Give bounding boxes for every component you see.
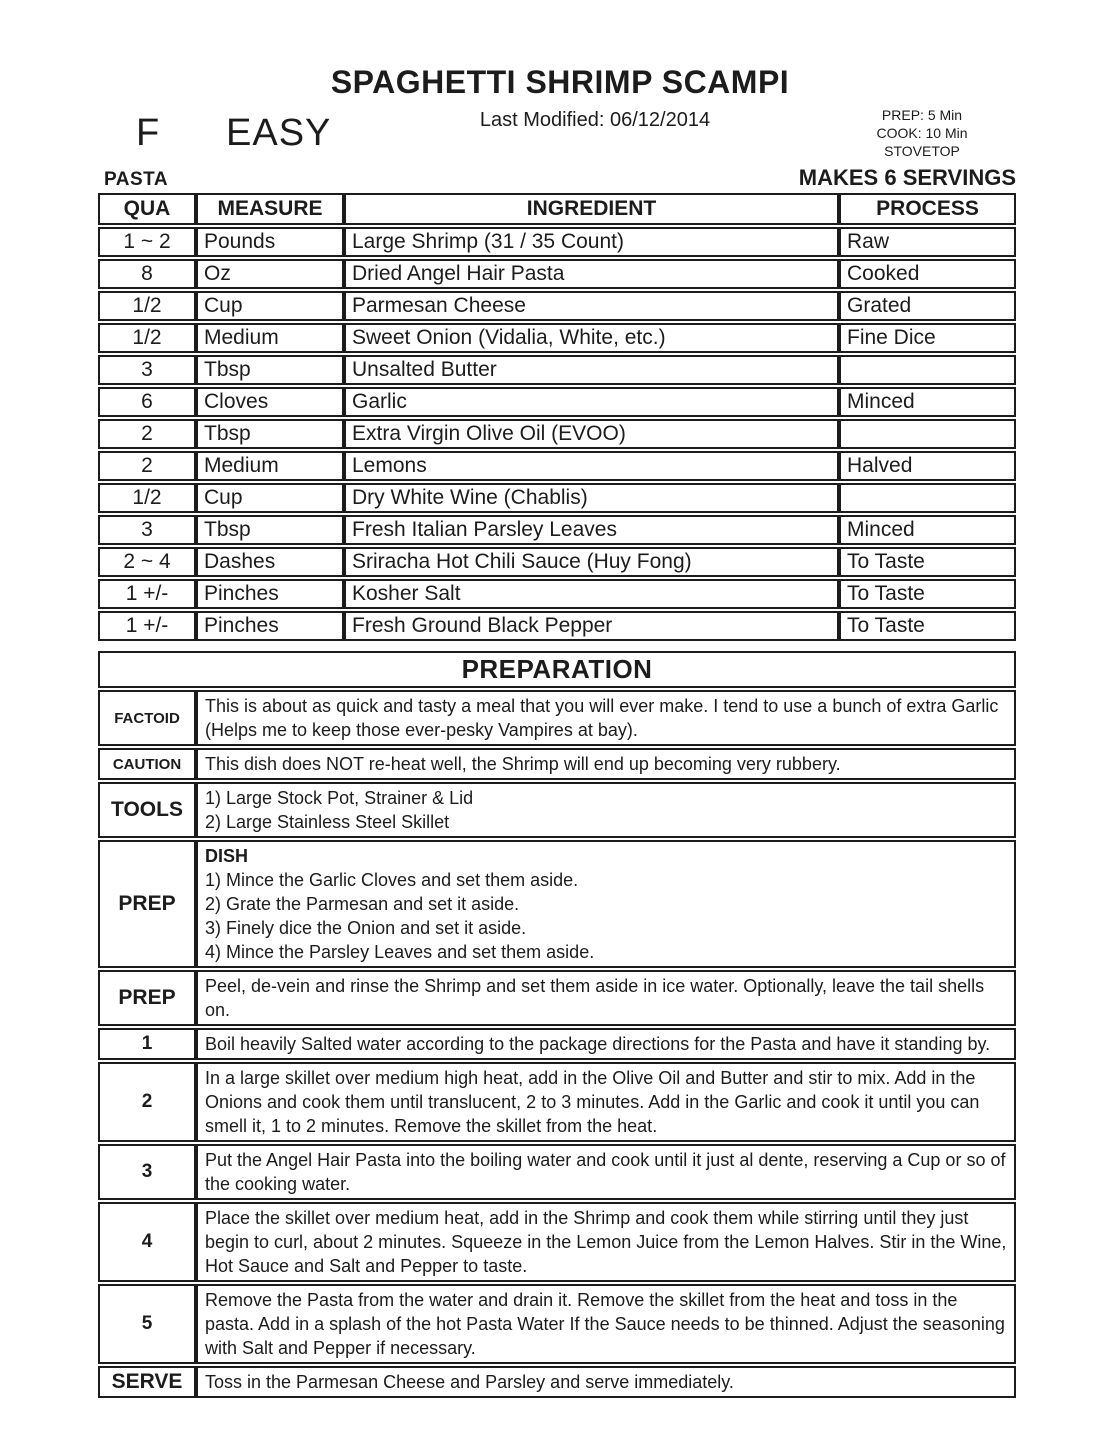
quantity-cell: 1 +/- (98, 611, 196, 641)
step-line: 1) Mince the Garlic Cloves and set them aside. (205, 870, 579, 890)
process-cell: Grated (839, 291, 1016, 321)
ingredient-row (98, 547, 1016, 577)
preparation-row (98, 1366, 1016, 1398)
measure-cell: Pinches (196, 611, 344, 641)
preparation-row (98, 1284, 1016, 1364)
category-label: PASTA (104, 169, 169, 190)
step-label: 2 (98, 1062, 196, 1142)
measure-cell: Tbsp (196, 355, 344, 385)
servings-label: MAKES 6 SERVINGS (798, 165, 1016, 190)
ingredient-row (98, 355, 1016, 385)
step-content (196, 1284, 1016, 1364)
ingredient-cell: Dry White Wine (Chablis) (344, 483, 839, 513)
preparation-row (98, 690, 1016, 746)
preparation-table (98, 649, 1016, 1400)
quantity-cell: 8 (98, 259, 196, 289)
ingredient-cell: Garlic (344, 387, 839, 417)
ingredient-cell: Sweet Onion (Vidalia, White, etc.) (344, 323, 839, 353)
ingredient-row (98, 483, 1016, 513)
measure-cell: Medium (196, 323, 344, 353)
measure-cell: Pinches (196, 579, 344, 609)
process-cell (839, 355, 1016, 385)
measure-cell: Cup (196, 291, 344, 321)
step-content (196, 1028, 1016, 1060)
ingredient-row (98, 611, 1016, 641)
step-content (196, 1062, 1016, 1142)
step-heading: DISH (205, 846, 249, 866)
step-label: SERVE (98, 1366, 196, 1398)
ingredient-cell: Unsalted Butter (344, 355, 839, 385)
column-header: MEASURE (196, 193, 344, 225)
step-label: PREP (98, 840, 196, 968)
quantity-cell: 2 (98, 419, 196, 449)
step-content (196, 1202, 1016, 1282)
step-label: 4 (98, 1202, 196, 1282)
preparation-row (98, 1062, 1016, 1142)
preparation-row (98, 840, 1016, 968)
quantity-cell: 6 (98, 387, 196, 417)
measure-cell: Cup (196, 483, 344, 513)
ingredient-cell: Kosher Salt (344, 579, 839, 609)
step-label: CAUTION (98, 748, 196, 780)
preparation-row (98, 970, 1016, 1026)
step-label: 3 (98, 1144, 196, 1200)
preparation-header-row (98, 651, 1016, 688)
step-paragraph: Peel, de-vein and rinse the Shrimp and set them aside in ice water. Optionally, leave the tail shells on. (205, 976, 985, 1020)
step-paragraph: Boil heavily Salted water according to the package directions for the Pasta and have it standing by. (205, 1034, 991, 1054)
quantity-cell: 1/2 (98, 291, 196, 321)
step-content (196, 840, 1016, 968)
step-line: 2) Grate the Parmesan and set it aside. (205, 894, 520, 914)
preparation-title: PREPARATION (98, 651, 1016, 688)
ingredients-table (98, 191, 1016, 643)
ingredients-header-row (98, 193, 1016, 225)
ingredient-cell: Fresh Ground Black Pepper (344, 611, 839, 641)
step-content (196, 748, 1016, 780)
column-header: PROCESS (839, 193, 1016, 225)
step-line: 4) Mince the Parsley Leaves and set them aside. (205, 942, 595, 962)
process-cell: Cooked (839, 259, 1016, 289)
cook-method-text: STOVETOP (884, 143, 960, 159)
ingredient-cell: Extra Virgin Olive Oil (EVOO) (344, 419, 839, 449)
ingredient-row (98, 419, 1016, 449)
step-paragraph: In a large skillet over medium high heat, add in the Olive Oil and Butter and stir to mix. Add in the Onions and cook them until translucent, 2 to 3 minutes. Add in the Garlic and cook it until you can smell it, 1 to 2 minutes. Remove the skillet from the heat. (205, 1068, 980, 1136)
step-line: 1) Large Stock Pot, Strainer & Lid (205, 788, 474, 808)
ingredient-row (98, 515, 1016, 545)
step-content (196, 1144, 1016, 1200)
prep-time-text: PREP: 5 Min (881, 107, 963, 123)
ingredient-cell: Large Shrimp (31 / 35 Count) (344, 227, 839, 257)
last-modified-text: Last Modified: 06/12/2014 (479, 109, 711, 131)
preparation-row (98, 748, 1016, 780)
preparation-row (98, 1202, 1016, 1282)
ingredient-cell: Lemons (344, 451, 839, 481)
ingredient-row (98, 291, 1016, 321)
step-label: TOOLS (98, 782, 196, 838)
quantity-cell: 3 (98, 515, 196, 545)
ingredient-row (98, 259, 1016, 289)
step-paragraph: Place the skillet over medium heat, add in the Shrimp and cook them while stirring until they just begin to curl, about 2 minutes. Squeeze in the Lemon Juice from the Lemon Halves. Stir in the Wine, Hot Sauce and Salt and Pepper to taste. (205, 1208, 1007, 1276)
preparation-row (98, 782, 1016, 838)
step-content (196, 690, 1016, 746)
quantity-cell: 2 (98, 451, 196, 481)
ingredient-cell: Sriracha Hot Chili Sauce (Huy Fong) (344, 547, 839, 577)
step-content (196, 1366, 1016, 1398)
quantity-cell: 2 ~ 4 (98, 547, 196, 577)
column-header: QUA (98, 193, 196, 225)
ingredient-row (98, 323, 1016, 353)
process-cell: Fine Dice (839, 323, 1016, 353)
process-cell (839, 483, 1016, 513)
process-cell: Minced (839, 387, 1016, 417)
measure-cell: Tbsp (196, 419, 344, 449)
ingredient-cell: Parmesan Cheese (344, 291, 839, 321)
step-paragraph: Remove the Pasta from the water and drain it. Remove the skillet from the heat and toss in the pasta. Add in a splash of the hot Pasta Water If the Sauce needs to be thinned. Adjust the seasoning with Salt and Pepper if necessary. (205, 1290, 1005, 1358)
process-cell (839, 419, 1016, 449)
measure-cell: Medium (196, 451, 344, 481)
step-paragraph: Toss in the Parmesan Cheese and Parsley and serve immediately. (205, 1372, 734, 1392)
measure-cell: Tbsp (196, 515, 344, 545)
quantity-cell: 1/2 (98, 323, 196, 353)
preparation-row (98, 1144, 1016, 1200)
time-info-block (837, 106, 1007, 160)
difficulty-label: EASY (226, 112, 332, 154)
grade-letter: F (136, 112, 160, 154)
process-cell: Minced (839, 515, 1016, 545)
ingredient-row (98, 579, 1016, 609)
quantity-cell: 1 ~ 2 (98, 227, 196, 257)
step-line: 2) Large Stainless Steel Skillet (205, 812, 450, 832)
process-cell: To Taste (839, 611, 1016, 641)
step-line: 3) Finely dice the Onion and set it aside. (205, 918, 527, 938)
preparation-row (98, 1028, 1016, 1060)
ingredient-row (98, 227, 1016, 257)
quantity-cell: 1 +/- (98, 579, 196, 609)
ingredient-cell: Dried Angel Hair Pasta (344, 259, 839, 289)
measure-cell: Pounds (196, 227, 344, 257)
ingredient-cell: Fresh Italian Parsley Leaves (344, 515, 839, 545)
step-content (196, 782, 1016, 838)
step-paragraph: Put the Angel Hair Pasta into the boiling water and cook until it just al dente, reserving a Cup or so of the cooking water. (205, 1150, 1006, 1194)
step-label: 5 (98, 1284, 196, 1364)
step-paragraph: This is about as quick and tasty a meal that you will ever make. I tend to use a bunch of extra Garlic (Helps me to keep those ever-pesky Vampires at bay). (205, 696, 999, 740)
step-label: PREP (98, 970, 196, 1026)
step-paragraph: This dish does NOT re-heat well, the Shrimp will end up becoming very rubbery. (205, 754, 841, 774)
ingredient-row (98, 387, 1016, 417)
quantity-cell: 1/2 (98, 483, 196, 513)
column-header: INGREDIENT (344, 193, 839, 225)
process-cell: To Taste (839, 547, 1016, 577)
cook-time-text: COOK: 10 Min (876, 125, 968, 141)
step-content (196, 970, 1016, 1026)
measure-cell: Cloves (196, 387, 344, 417)
measure-cell: Oz (196, 259, 344, 289)
process-cell: Raw (839, 227, 1016, 257)
quantity-cell: 3 (98, 355, 196, 385)
step-label: 1 (98, 1028, 196, 1060)
step-label: FACTOID (98, 690, 196, 746)
page-title: SPAGHETTI SHRIMP SCAMPI (330, 64, 790, 100)
ingredient-row (98, 451, 1016, 481)
measure-cell: Dashes (196, 547, 344, 577)
process-cell: To Taste (839, 579, 1016, 609)
process-cell: Halved (839, 451, 1016, 481)
